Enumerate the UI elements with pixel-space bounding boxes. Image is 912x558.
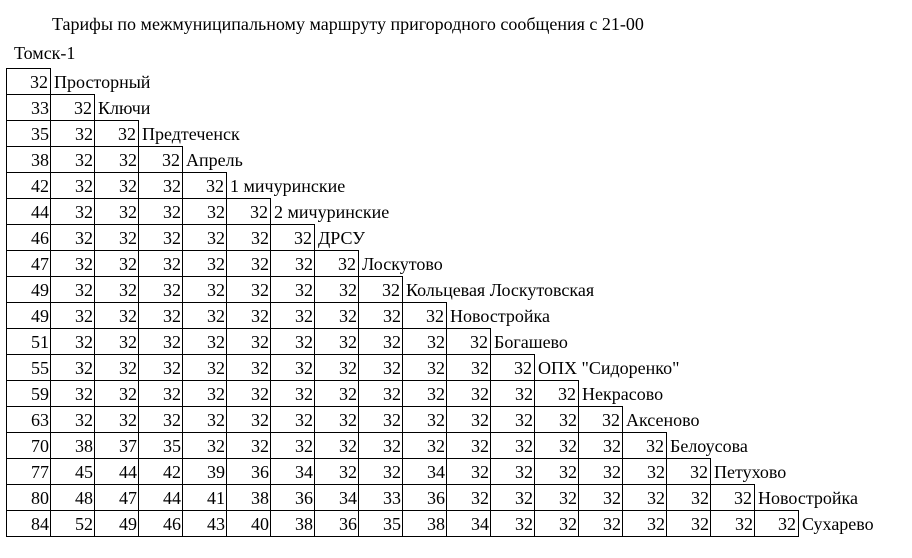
fare-cell: 32 xyxy=(94,406,139,433)
fare-cell: 32 xyxy=(270,328,315,355)
fare-cell: 32 xyxy=(490,484,535,511)
fare-cell: 32 xyxy=(182,354,227,381)
fare-cell: 43 xyxy=(182,510,227,537)
fare-cell: 36 xyxy=(402,484,447,511)
fare-cell: 59 xyxy=(6,380,51,407)
fare-cell: 32 xyxy=(50,250,95,277)
fare-cell: 32 xyxy=(578,458,623,485)
fare-cell: 32 xyxy=(50,276,95,303)
fare-cell: 32 xyxy=(314,328,359,355)
fare-cell: 32 xyxy=(182,380,227,407)
fare-cell: 32 xyxy=(182,224,227,251)
fare-cell: 32 xyxy=(534,510,579,537)
fare-cell: 32 xyxy=(622,458,667,485)
fare-cell: 32 xyxy=(50,198,95,225)
fare-cell: 32 xyxy=(534,432,579,459)
fare-cell: 32 xyxy=(446,432,491,459)
fare-cell: 84 xyxy=(6,510,51,537)
fare-cell: 32 xyxy=(182,328,227,355)
station-name: Аксеново xyxy=(626,410,700,430)
fare-cell: 32 xyxy=(94,354,139,381)
fare-cell: 49 xyxy=(6,302,51,329)
fare-cell: 36 xyxy=(314,510,359,537)
fare-cell: 32 xyxy=(94,120,139,147)
fare-cell: 32 xyxy=(226,328,271,355)
fare-cell: 32 xyxy=(226,250,271,277)
fare-cell: 32 xyxy=(314,302,359,329)
fare-cell: 40 xyxy=(226,510,271,537)
fare-cell: 46 xyxy=(138,510,183,537)
station-name: Апрель xyxy=(186,150,243,170)
fare-cell: 32 xyxy=(182,302,227,329)
fare-cell: 42 xyxy=(138,458,183,485)
fare-cell: 32 xyxy=(138,146,183,173)
fare-cell: 32 xyxy=(50,120,95,147)
fare-cell: 32 xyxy=(358,458,403,485)
station-name: Сухарево xyxy=(802,514,874,534)
fare-cell: 32 xyxy=(138,302,183,329)
fare-cell: 32 xyxy=(270,276,315,303)
fare-cell: 36 xyxy=(270,484,315,511)
fare-cell: 32 xyxy=(534,458,579,485)
fare-cell: 32 xyxy=(270,432,315,459)
fare-cell: 63 xyxy=(6,406,51,433)
fare-cell: 32 xyxy=(94,146,139,173)
fare-cell: 32 xyxy=(578,406,623,433)
fare-cell: 32 xyxy=(446,484,491,511)
fare-cell: 38 xyxy=(402,510,447,537)
fare-cell: 46 xyxy=(6,224,51,251)
fare-cell: 34 xyxy=(446,510,491,537)
fare-cell: 39 xyxy=(182,458,227,485)
fare-cell: 32 xyxy=(138,172,183,199)
fare-cell: 32 xyxy=(666,458,711,485)
station-name: Ключи xyxy=(98,98,151,118)
fare-cell: 77 xyxy=(6,458,51,485)
fare-cell: 35 xyxy=(358,510,403,537)
station-name: Новостройка xyxy=(450,306,550,326)
fare-cell: 32 xyxy=(622,510,667,537)
station-name: ОПХ "Сидоренко" xyxy=(538,358,680,378)
fare-cell: 32 xyxy=(578,484,623,511)
fare-cell: 32 xyxy=(402,432,447,459)
fare-cell: 38 xyxy=(6,146,51,173)
fare-cell: 32 xyxy=(710,484,755,511)
fare-cell: 32 xyxy=(182,276,227,303)
fare-cell: 32 xyxy=(490,510,535,537)
fare-cell: 32 xyxy=(402,302,447,329)
fare-cell: 32 xyxy=(270,380,315,407)
fare-cell: 32 xyxy=(666,484,711,511)
station-name: Петухово xyxy=(714,462,787,482)
fare-cell: 32 xyxy=(666,510,711,537)
fare-cell: 34 xyxy=(402,458,447,485)
fare-cell: 34 xyxy=(270,458,315,485)
fare-cell: 32 xyxy=(490,380,535,407)
fare-cell: 32 xyxy=(226,198,271,225)
fare-cell: 32 xyxy=(358,354,403,381)
fare-cell: 55 xyxy=(6,354,51,381)
fare-cell: 32 xyxy=(402,328,447,355)
station-name: Некрасово xyxy=(582,384,664,404)
fare-cell: 32 xyxy=(226,302,271,329)
fare-cell: 32 xyxy=(50,302,95,329)
fare-cell: 32 xyxy=(578,510,623,537)
fare-cell: 32 xyxy=(270,406,315,433)
fare-cell: 32 xyxy=(446,354,491,381)
fare-cell: 32 xyxy=(182,172,227,199)
fare-cell: 32 xyxy=(94,198,139,225)
fare-cell: 47 xyxy=(6,250,51,277)
fare-cell: 32 xyxy=(138,224,183,251)
fare-cell: 32 xyxy=(270,224,315,251)
fare-cell: 32 xyxy=(50,380,95,407)
fare-cell: 80 xyxy=(6,484,51,511)
fare-cell: 32 xyxy=(94,250,139,277)
fare-cell: 32 xyxy=(138,380,183,407)
fare-cell: 32 xyxy=(94,328,139,355)
fare-cell: 32 xyxy=(358,432,403,459)
station-name: 1 мичуринские xyxy=(230,176,346,196)
fare-cell: 32 xyxy=(314,432,359,459)
fare-cell: 32 xyxy=(402,380,447,407)
fare-cell: 32 xyxy=(226,432,271,459)
fare-cell: 32 xyxy=(94,276,139,303)
fare-cell: 33 xyxy=(6,94,51,121)
fare-cell: 32 xyxy=(358,380,403,407)
fare-cell: 42 xyxy=(6,172,51,199)
fare-cell: 32 xyxy=(490,406,535,433)
station-name: 2 мичуринские xyxy=(274,202,390,222)
fare-cell: 44 xyxy=(6,198,51,225)
fare-cell: 32 xyxy=(50,146,95,173)
fare-cell: 32 xyxy=(226,354,271,381)
fare-cell: 32 xyxy=(50,224,95,251)
fare-cell: 48 xyxy=(50,484,95,511)
fare-cell: 38 xyxy=(226,484,271,511)
fare-cell: 32 xyxy=(50,94,95,121)
station-name: Богашево xyxy=(494,332,568,352)
fare-cell: 32 xyxy=(94,224,139,251)
fare-cell: 36 xyxy=(226,458,271,485)
fare-cell: 32 xyxy=(490,432,535,459)
fare-cell: 32 xyxy=(446,458,491,485)
fare-cell: 33 xyxy=(358,484,403,511)
fare-cell: 32 xyxy=(50,172,95,199)
fare-cell: 32 xyxy=(50,354,95,381)
fare-cell: 41 xyxy=(182,484,227,511)
fare-cell: 32 xyxy=(226,380,271,407)
fare-cell: 32 xyxy=(314,406,359,433)
fare-cell: 32 xyxy=(94,380,139,407)
fare-cell: 32 xyxy=(138,276,183,303)
fare-cell: 32 xyxy=(446,328,491,355)
fare-cell: 44 xyxy=(138,484,183,511)
fare-cell: 32 xyxy=(622,484,667,511)
fare-cell: 32 xyxy=(534,406,579,433)
fare-cell: 32 xyxy=(314,250,359,277)
station-name: ДРСУ xyxy=(318,228,366,248)
station-name: Предтеченск xyxy=(142,124,240,144)
fare-cell: 32 xyxy=(138,198,183,225)
fare-cell: 45 xyxy=(50,458,95,485)
fare-cell: 70 xyxy=(6,432,51,459)
fare-cell: 32 xyxy=(182,198,227,225)
fare-cell: 32 xyxy=(490,458,535,485)
fare-cell: 47 xyxy=(94,484,139,511)
fare-cell: 35 xyxy=(6,120,51,147)
fare-cell: 32 xyxy=(226,276,271,303)
fare-cell: 32 xyxy=(314,276,359,303)
fare-cell: 34 xyxy=(314,484,359,511)
fare-cell: 32 xyxy=(402,406,447,433)
fare-cell: 32 xyxy=(622,432,667,459)
fare-cell: 32 xyxy=(358,406,403,433)
fare-cell: 32 xyxy=(50,328,95,355)
fare-cell: 37 xyxy=(94,432,139,459)
fare-cell: 32 xyxy=(6,68,51,95)
station-name: Просторный xyxy=(54,72,151,92)
fare-cell: 32 xyxy=(182,250,227,277)
fare-cell: 32 xyxy=(182,432,227,459)
fare-cell: 52 xyxy=(50,510,95,537)
fare-cell: 32 xyxy=(226,224,271,251)
fare-cell: 32 xyxy=(578,432,623,459)
fare-cell: 32 xyxy=(270,302,315,329)
fare-cell: 32 xyxy=(226,406,271,433)
fare-cell: 32 xyxy=(446,406,491,433)
fare-cell: 32 xyxy=(314,458,359,485)
origin-station: Томск-1 xyxy=(14,43,76,63)
fare-cell: 32 xyxy=(358,276,403,303)
fare-cell: 32 xyxy=(710,510,755,537)
fare-cell: 35 xyxy=(138,432,183,459)
fare-cell: 32 xyxy=(94,172,139,199)
fare-cell: 32 xyxy=(270,250,315,277)
fare-cell: 49 xyxy=(94,510,139,537)
fare-cell: 44 xyxy=(94,458,139,485)
fare-cell: 32 xyxy=(358,328,403,355)
fare-cell: 49 xyxy=(6,276,51,303)
fare-cell: 32 xyxy=(314,354,359,381)
fare-cell: 32 xyxy=(754,510,799,537)
fare-cell: 32 xyxy=(402,354,447,381)
fare-cell: 32 xyxy=(446,380,491,407)
fare-cell: 32 xyxy=(534,484,579,511)
station-name: Белоусова xyxy=(670,436,748,456)
fare-cell: 32 xyxy=(50,406,95,433)
fare-cell: 32 xyxy=(314,380,359,407)
station-name: Кольцевая Лоскутовская xyxy=(406,280,595,300)
fare-cell: 32 xyxy=(534,380,579,407)
station-name: Новостройка xyxy=(758,488,858,508)
page-title: Тарифы по межмуниципальному маршруту пригородного сообщения с 21-00 xyxy=(52,14,644,34)
fare-cell: 32 xyxy=(358,302,403,329)
fare-cell: 38 xyxy=(50,432,95,459)
fare-cell: 32 xyxy=(182,406,227,433)
fare-cell: 32 xyxy=(270,354,315,381)
fare-cell: 32 xyxy=(94,302,139,329)
fare-cell: 38 xyxy=(270,510,315,537)
station-name: Лоскутово xyxy=(362,254,443,274)
fare-cell: 32 xyxy=(138,250,183,277)
fare-cell: 32 xyxy=(138,328,183,355)
fare-cell: 32 xyxy=(138,406,183,433)
fare-cell: 51 xyxy=(6,328,51,355)
fare-cell: 32 xyxy=(490,354,535,381)
fare-cell: 32 xyxy=(138,354,183,381)
